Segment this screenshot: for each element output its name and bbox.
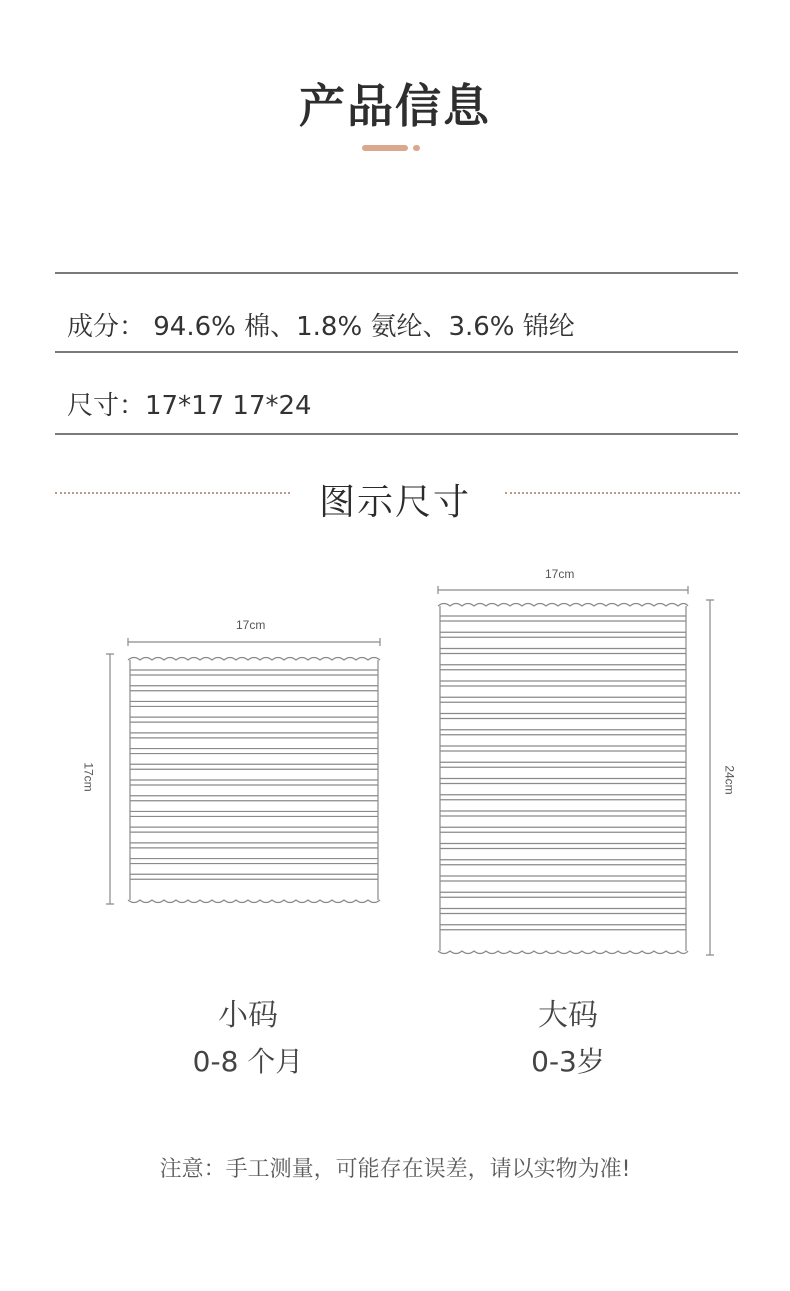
spec-divider-middle (55, 351, 738, 353)
title-accent-bar (362, 145, 408, 151)
towel-stripe (130, 764, 378, 769)
large-size-age: 0-3岁 (531, 1045, 605, 1078)
towel-stripe (130, 717, 378, 722)
small-width-label: 17cm (236, 618, 266, 632)
towel-stripe (440, 746, 686, 751)
height-dimension-line (106, 654, 114, 904)
towel-top-edge (128, 658, 380, 661)
section-title: 图示尺寸 (318, 482, 471, 523)
towel-stripe (130, 874, 378, 879)
towel-top-edge (438, 604, 688, 607)
towel-stripe (440, 762, 686, 767)
section-dotted-line-right (505, 492, 740, 494)
height-dimension-line (706, 600, 714, 955)
spec-divider-bottom (55, 433, 738, 435)
spec-divider-top (55, 272, 738, 274)
towel-stripe (130, 733, 378, 738)
towel-stripe (440, 795, 686, 800)
spec-size: 尺寸：17*17 17*24 (67, 391, 312, 421)
spec-composition: 成分： 94.6% 棉、1.8% 氨纶、3.6% 锦纶 (67, 312, 575, 342)
towel-stripe (440, 665, 686, 670)
towel-stripe (440, 632, 686, 637)
title-accent-dot (413, 145, 420, 151)
towel-stripe (440, 892, 686, 897)
towel-stripe (440, 860, 686, 865)
towel-stripe (130, 686, 378, 691)
towel-stripe (440, 649, 686, 654)
towel-stripe (130, 796, 378, 801)
towel-stripe (440, 616, 686, 621)
towel-stripe (130, 811, 378, 816)
towel-stripe (440, 779, 686, 784)
towel-stripe (130, 701, 378, 706)
small-towel-diagram (100, 630, 400, 920)
width-dimension-line (438, 586, 688, 594)
measurement-note: 注意：手工测量，可能存在误差，请以实物为准! (159, 1157, 631, 1182)
towel-stripe (440, 925, 686, 930)
towel-bottom-edge (438, 951, 688, 954)
page-title: 产品信息 (299, 79, 491, 133)
towel-stripe (130, 749, 378, 754)
large-towel-diagram (420, 580, 730, 970)
towel-stripe (130, 843, 378, 848)
towel-stripe (440, 876, 686, 881)
towel-stripe (440, 730, 686, 735)
towel-stripe (130, 670, 378, 675)
towel-stripe (130, 827, 378, 832)
towel-stripe (440, 909, 686, 914)
towel-stripe (440, 697, 686, 702)
towel-bottom-edge (128, 900, 380, 903)
towel-stripe (130, 859, 378, 864)
towel-stripe (440, 811, 686, 816)
width-dimension-line (128, 638, 380, 646)
small-size-name: 小码 (218, 998, 278, 1033)
towel-stripe (440, 681, 686, 686)
small-height-label: 17cm (81, 762, 96, 792)
large-size-name: 大码 (538, 998, 598, 1033)
large-width-label: 17cm (545, 567, 575, 581)
towel-stripe (130, 780, 378, 785)
towel-stripe (440, 844, 686, 849)
towel-stripe (440, 714, 686, 719)
small-size-age: 0-8 个月 (192, 1045, 304, 1078)
towel-stripe (440, 827, 686, 832)
large-height-label: 24cm (722, 765, 737, 795)
